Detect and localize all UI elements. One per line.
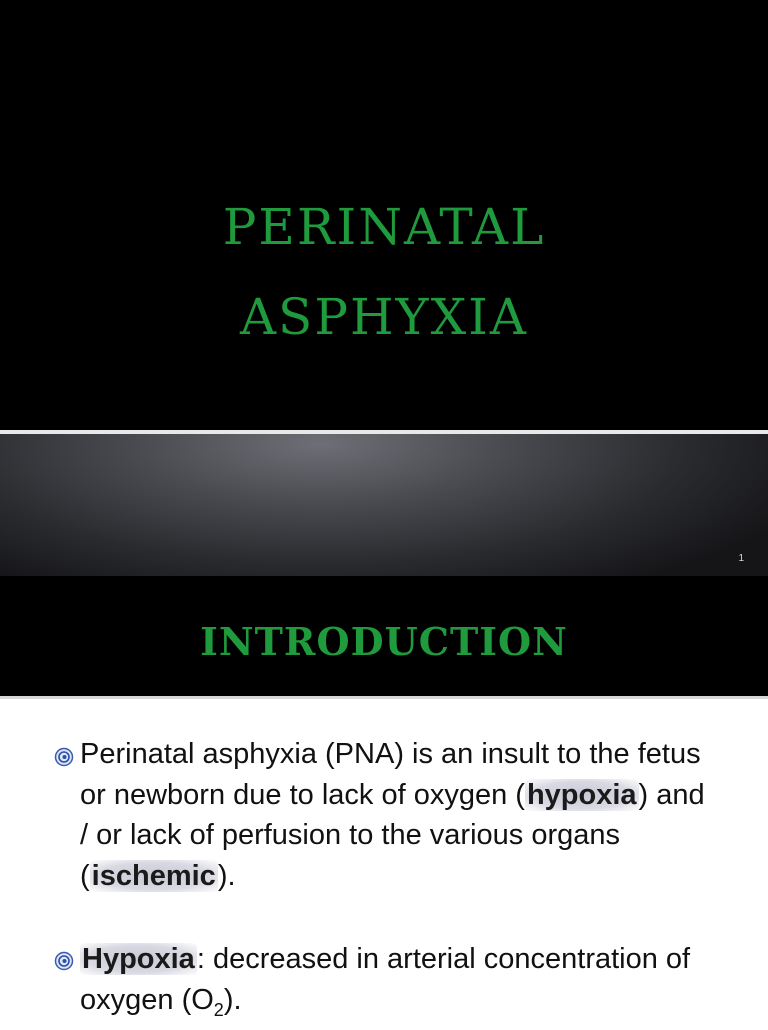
- slide-title-line-2: ASPHYXIA: [239, 288, 529, 346]
- slide-content: [0, 699, 768, 1024]
- title-slide-gradient-band: [0, 434, 768, 576]
- swirl-bullet-icon: [54, 951, 74, 971]
- introduction-heading: INTRODUCTION: [200, 619, 568, 664]
- bullet-2-text-b: ).: [223, 983, 242, 1016]
- swirl-bullet-icon: [54, 747, 74, 767]
- bullet-1-text-c: ).: [217, 859, 236, 892]
- slide-title: [0, 182, 768, 362]
- bullet-1-text-b: ) and / or lack of perfusion to the various organs (: [80, 778, 705, 892]
- bullet-2-text-a: : decreased in arterial concentration of oxygen (O: [80, 943, 691, 1016]
- bullet-item-1: [80, 734, 720, 896]
- term-ischemic: ischemic: [91, 859, 216, 892]
- bullet-1-text-a: Perinatal asphyxia (PNA) is an insult to the fetus or newborn due to lack of oxygen (: [80, 738, 701, 811]
- term-hypoxia-definition: Hypoxia: [82, 943, 195, 975]
- subscript-2: 2: [213, 999, 224, 1020]
- bullet-item-2: [80, 939, 720, 1030]
- slide-number: 1: [738, 553, 744, 564]
- slide-title-line-1: PERINATAL: [222, 198, 546, 256]
- term-hypoxia: hypoxia: [526, 778, 637, 811]
